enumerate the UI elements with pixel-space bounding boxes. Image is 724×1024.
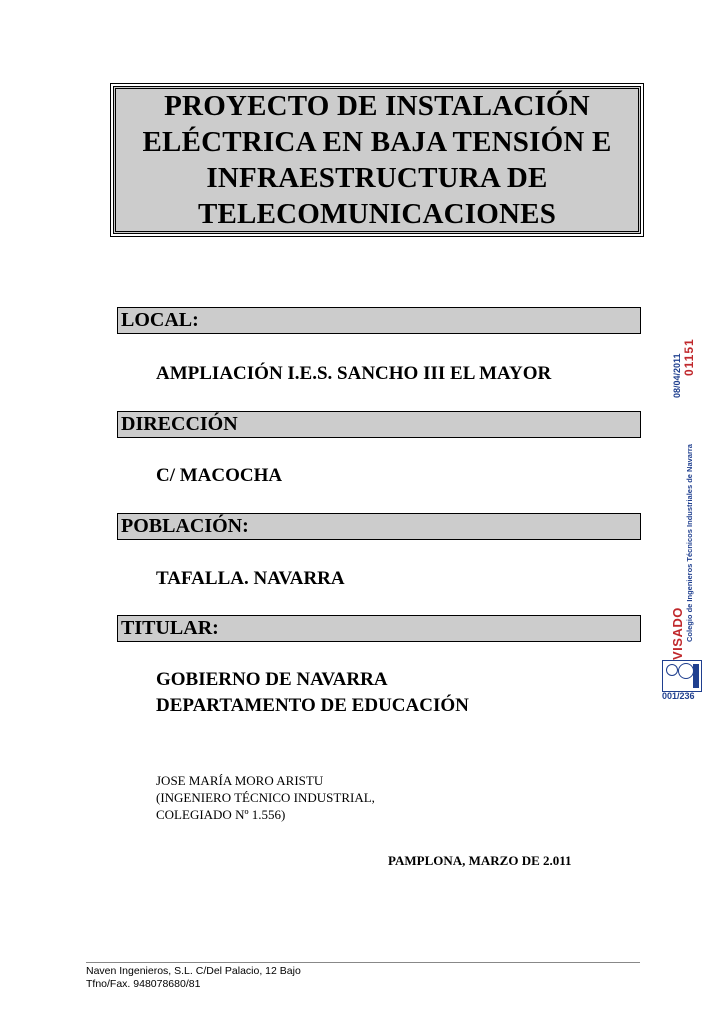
place-date: PAMPLONA, MARZO DE 2.011 bbox=[388, 853, 572, 868]
value-poblacion: TAFALLA. NAVARRA bbox=[156, 568, 345, 589]
visado-stamp bbox=[658, 320, 708, 710]
value-titular-2: DEPARTAMENTO DE EDUCACIÓN bbox=[156, 695, 469, 716]
engineer-title: (INGENIERO TÉCNICO INDUSTRIAL, bbox=[156, 790, 375, 805]
engineer-name: JOSE MARÍA MORO ARISTU bbox=[156, 773, 324, 788]
label-poblacion: POBLACIÓN: bbox=[117, 513, 641, 540]
label-titular: TITULAR: bbox=[117, 615, 641, 642]
footer-address: Naven Ingenieros, S.L. C/Del Palacio, 12 Bajo bbox=[86, 965, 301, 977]
label-local: LOCAL: bbox=[117, 307, 641, 334]
stamp-college: Colegio de Ingenieros Técnicos Industriales de Navarra bbox=[685, 444, 694, 642]
value-titular-1: GOBIERNO DE NAVARRA bbox=[156, 669, 388, 690]
value-direccion: C/ MACOCHA bbox=[156, 465, 283, 486]
stamp-date: 08/04/2011 bbox=[672, 353, 682, 398]
title-box bbox=[113, 86, 641, 234]
title-line-1: PROYECTO DE INSTALACIÓN bbox=[164, 90, 590, 122]
stamp-number: 01151 bbox=[682, 338, 696, 376]
engineer-block bbox=[156, 772, 375, 823]
footer-phone: Tfno/Fax. 948078680/81 bbox=[86, 978, 201, 990]
label-direccion: DIRECCIÓN bbox=[117, 411, 641, 438]
title-line-2: ELÉCTRICA EN BAJA TENSIÓN E bbox=[142, 126, 612, 158]
stamp-page: 001/236 bbox=[662, 691, 695, 701]
engineer-number: COLEGIADO Nº 1.556) bbox=[156, 807, 286, 822]
title-line-4: TELECOMUNICACIONES bbox=[197, 198, 557, 230]
stamp-visado: VISADO bbox=[670, 607, 685, 660]
footer bbox=[86, 965, 301, 991]
title-line-3: INFRAESTRUCTURA DE bbox=[206, 162, 548, 194]
college-seal-icon bbox=[662, 660, 702, 692]
value-local: AMPLIACIÓN I.E.S. SANCHO III EL MAYOR bbox=[156, 363, 552, 384]
footer-divider bbox=[86, 962, 640, 963]
